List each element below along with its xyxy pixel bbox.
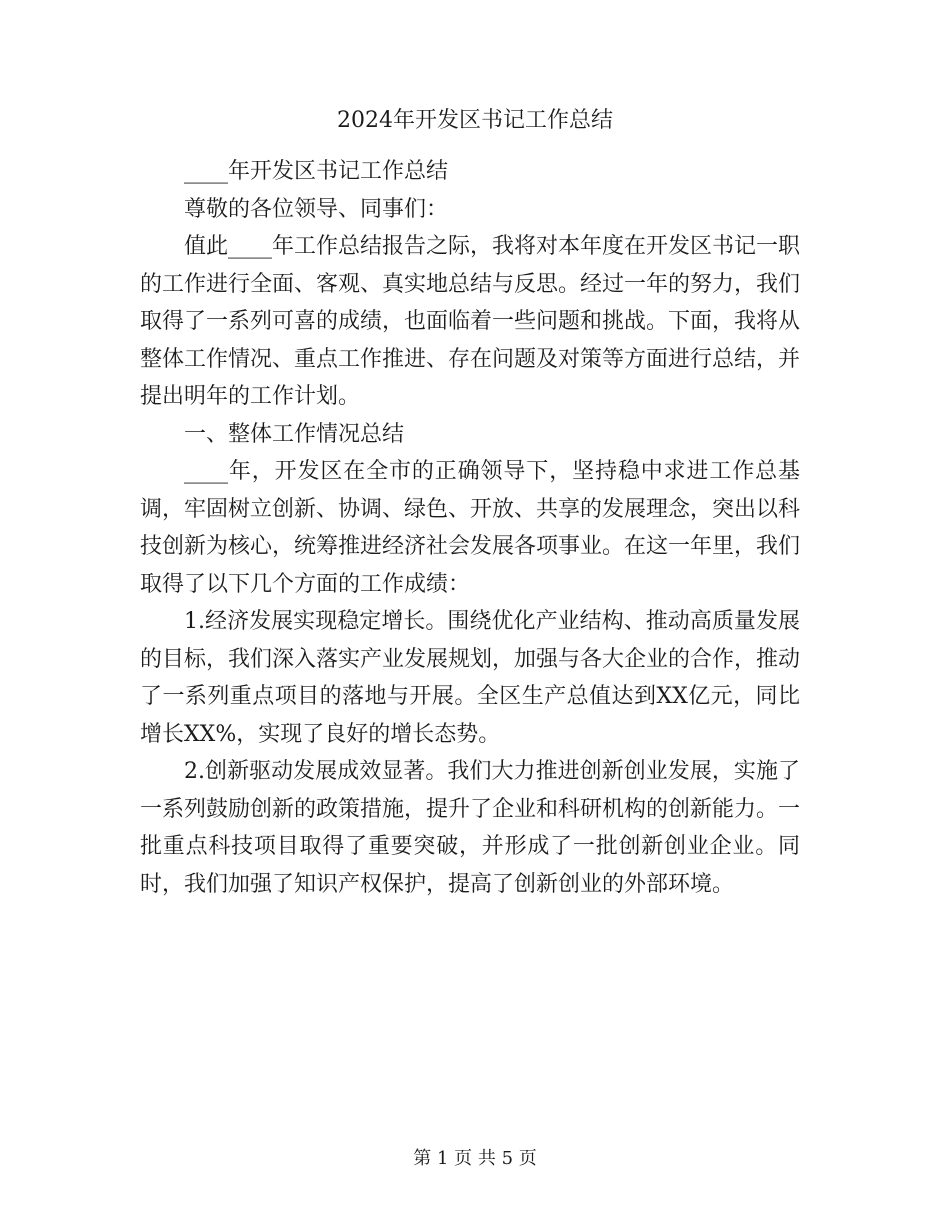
page-number-footer: 第 1 页 共 5 页: [413, 1148, 537, 1169]
document-body: [140, 153, 800, 903]
paragraph-item-innovation: 2.创新驱动发展成效显著。我们大力推进创新创业发展，实施了一系列鼓励创新的政策措施，提升了企业和科研机构的创新能力。一批重点科技项目取得了重要突破，并形成了一批创新创业企业。同时，我们加强了知识产权保护，提高了创新创业的外部环境。: [140, 759, 801, 897]
paragraph-intro: 值此____年工作总结报告之际，我将对本年度在开发区书记一职的工作进行全面、客观、真实地总结与反思。经过一年的努力，我们取得了一系列可喜的成绩，也面临着一些问题和挑战。下面，我将从整体工作情况、重点工作推进、存在问题及对策等方面进行总结，并提出明年的工作计划。: [140, 234, 801, 409]
paragraph-subtitle: ____年开发区书记工作总结: [184, 159, 449, 184]
document-title: 2024年开发区书记工作总结: [337, 108, 613, 133]
paragraph-item-economy: 1.经济发展实现稳定增长。围绕优化产业结构、推动高质量发展的目标，我们深入落实产业发展规划，加强与各大企业的合作，推动了一系列重点项目的落地与开展。全区生产总值达到XX亿元，同比增长XX%，实现了良好的增长态势。: [140, 609, 801, 747]
paragraph-salutation: 尊敬的各位领导、同事们：: [184, 196, 449, 222]
section-heading-overall: 一、整体工作情况总结: [184, 421, 405, 447]
paragraph-overall-summary: ____年，开发区在全市的正确领导下，坚持稳中求进工作总基调，牢固树立创新、协调、绿色、开放、共享的发展理念，突出以科技创新为核心，统筹推进经济社会发展各项事业。在这一年里，我们取得了以下几个方面的工作成绩：: [140, 459, 801, 597]
